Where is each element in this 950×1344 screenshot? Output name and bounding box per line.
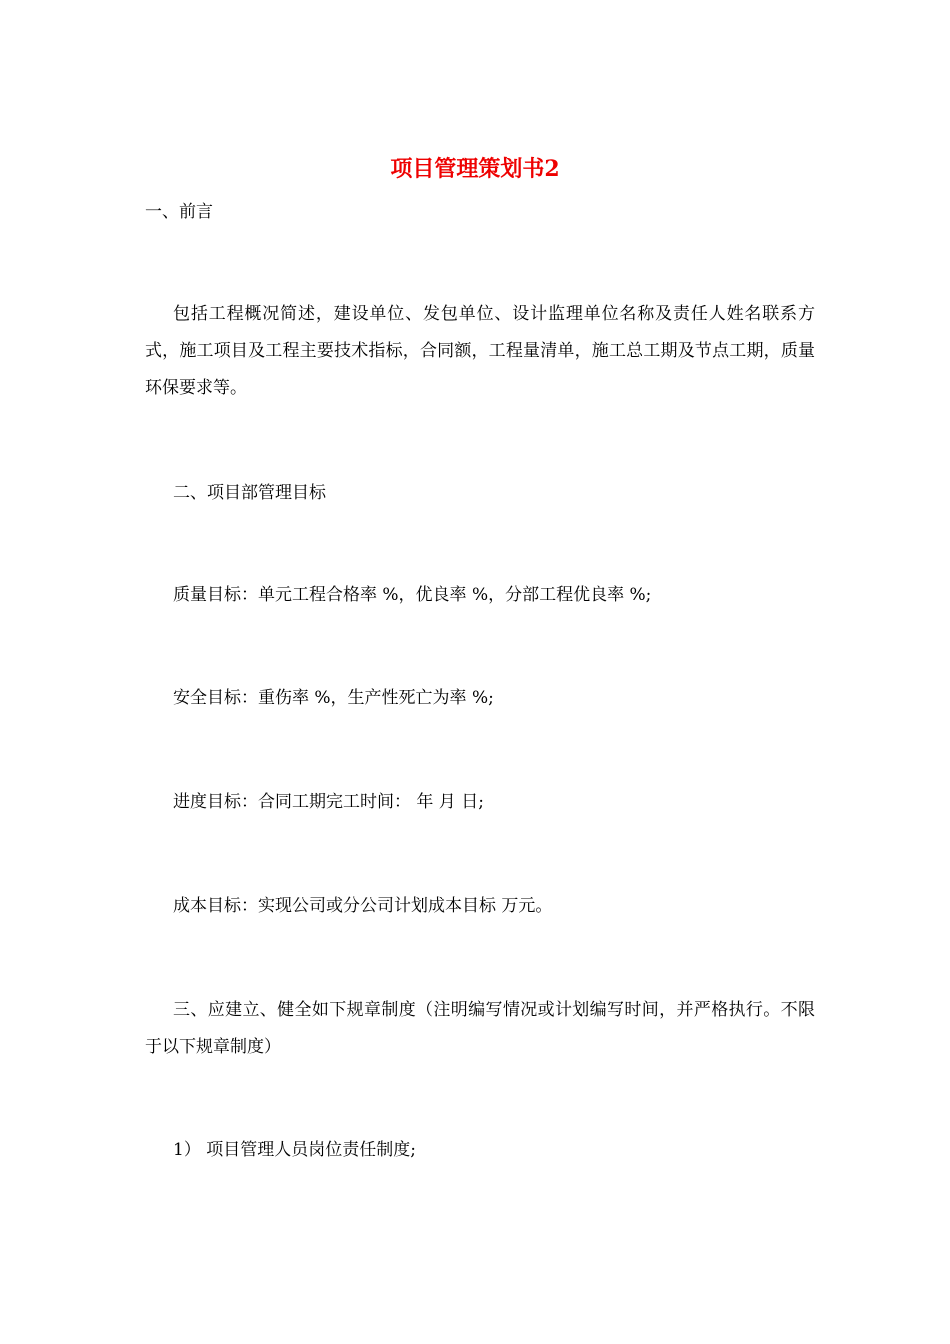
section-heading-preface: 一、前言 [145, 202, 213, 222]
quality-target-text: 质量目标：单元工程合格率 %，优良率 %，分部工程优良率 %; [173, 585, 652, 605]
safety-target-text: 安全目标：重伤率 %，生产性死亡为率 %; [173, 688, 494, 708]
regulations-paragraph: 三、应建立、健全如下规章制度（注明编写情况或计划编写时间，并严格执行。不限于以下规章制度） [145, 1000, 815, 1057]
section-heading-management-goals: 二、项目部管理目标 [173, 483, 326, 503]
document-title: 项目管理策划书2 [390, 156, 560, 182]
regulation-list-item: 1） 项目管理人员岗位责任制度; [173, 1140, 416, 1160]
preface-paragraph: 包括工程概况简述，建设单位、发包单位、设计监理单位名称及责任人姓名联系方式，施工项目及工程主要技术指标，合同额，工程量清单，施工总工期及节点工期，质量环保要求等。 [145, 304, 815, 398]
cost-target-text: 成本目标：实现公司或分公司计划成本目标 万元。 [173, 896, 553, 916]
schedule-target-text: 进度目标：合同工期完工时间： 年 月 日; [173, 792, 484, 812]
